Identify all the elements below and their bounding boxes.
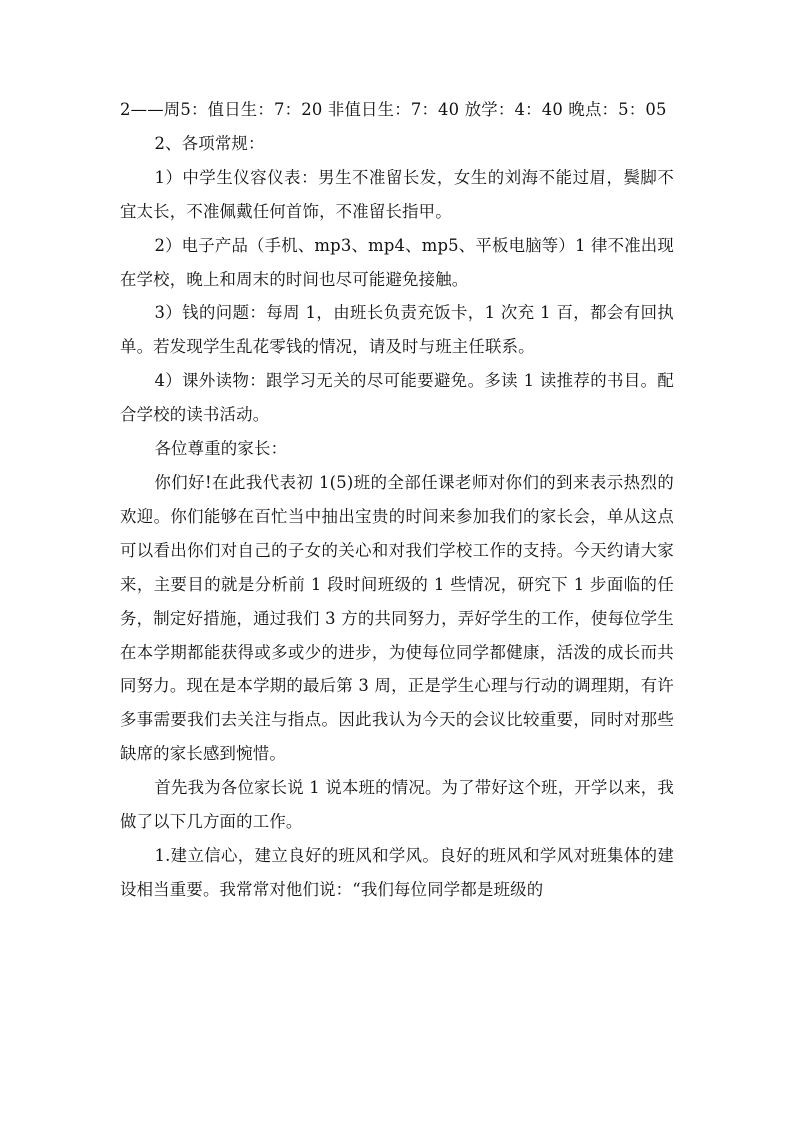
document-body: [120, 93, 674, 907]
paragraph-electronics-rule: 2）电子产品（手机、mp3、mp4、mp5、平板电脑等）1 律不准出现在学校，晚上和周末的时间也尽可能避免接触。: [120, 235, 674, 289]
paragraph-welcome: 你们好!在此我代表初 1(5)班的全部任课老师对你们的到来表示热烈的欢迎。你们能够在百忙当中抽出宝贵的时间来参加我们的家长会，单从这点可以看出你们对自己的子女的关心和对我们学校工作的支持。今天约请大家来，主要目的就是分析前 1 段时间班级的 1 些情况，研究下 1 步面临的任务，制定好措施，通过我们 3 方的共同努力，弄好学生的工作，使每位学生在本学期都能获得或多或少的进步，为使每位同学都健康，活泼的成长而共同努力。现在是本学期的最后第 3 周，正是学生心理与行动的调理期，有许多事需要我们去关注与指点。因此我认为今天的会议比较重要，同时对那些缺席的家长感到惋惜。: [120, 472, 674, 764]
paragraph-routines-heading: 2、各项常规：: [154, 133, 265, 153]
paragraph-salutation: 各位尊重的家长：: [154, 439, 288, 459]
paragraph-schedule: 2——周5：值日生：7：20 非值日生：7：40 放学：4：40 晚点：5：05: [120, 100, 667, 119]
paragraph-confidence: 1.建立信心，建立良好的班风和学风。良好的班风和学风对班集体的建设相当重要。我常常对他们说：“我们每位同学都是班级的: [120, 845, 674, 899]
paragraph-money-rule: 3）钱的问题：每周 1，由班长负责充饭卡，1 次充 1 百，都会有回执单。若发现学生乱花零钱的情况，请及时与班主任联系。: [120, 303, 674, 357]
paragraph-appearance-rule: 1）中学生仪容仪表：男生不准留长发，女生的刘海不能过眉，鬓脚不宜太长，不准佩戴任何首饰，不准留长指甲。: [120, 167, 674, 221]
paragraph-class-situation: 首先我为各位家长说 1 说本班的情况。为了带好这个班，开学以来，我做了以下几方面的工作。: [120, 778, 674, 832]
paragraph-reading-rule: 4）课外读物：跟学习无关的尽可能要避免。多读 1 读推荐的书目。配合学校的读书活动。: [120, 371, 674, 425]
